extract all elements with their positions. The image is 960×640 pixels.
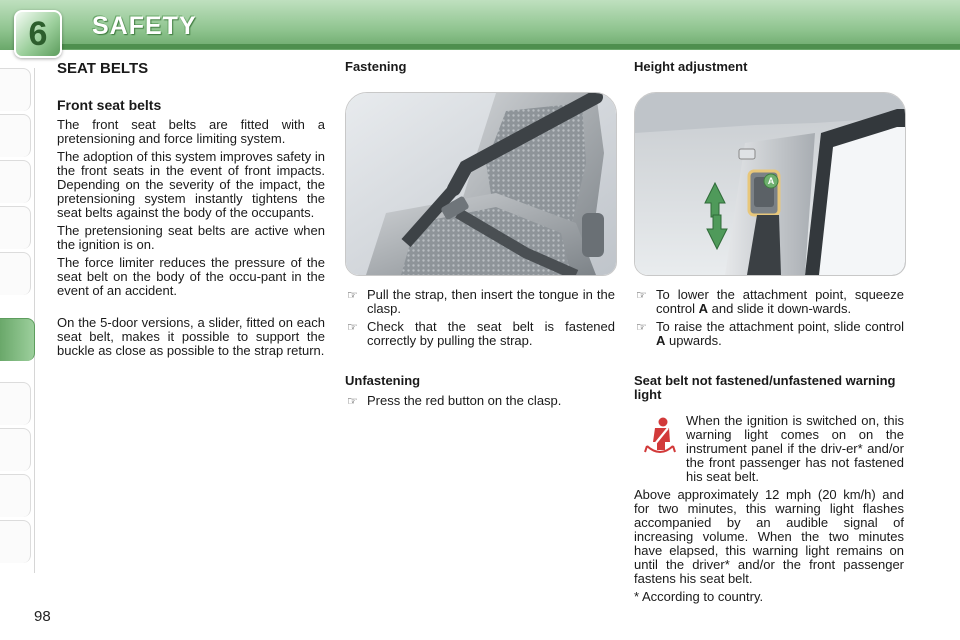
control-a-label: A [767,176,775,186]
chapter-title: SAFETY [92,12,197,40]
chapter-tab-2[interactable] [0,114,31,157]
warning-light-block [634,414,904,484]
warning-light-title: Seat belt not fastened/unfastened warning light [634,373,896,402]
chapter-tab-1[interactable] [0,68,31,111]
height-adjustment-illustration [634,92,906,276]
list-item: ☞ Press the red button on the clasp. [347,393,562,408]
seat-illustration-svg [346,93,616,275]
chapter-tab-10[interactable] [0,520,31,563]
seat-belt-warning-icon [643,416,677,456]
warning-light-text: When the ignition is switched on, this warning light comes on on the instrument panel if the driv-er* and/or the front passenger has not fastened his seat belt. [686,413,904,484]
column-height-adjustment [634,60,904,608]
unfastening-steps [345,394,615,408]
column-fastening [345,60,615,412]
column-seat-belts [57,60,325,362]
pointing-hand-icon: ☞ [636,288,647,302]
paragraph: On the 5-door versions, a slider, fitted on each seat belt, makes it possible to support the buckle as close as possible to the strap return. [57,315,325,358]
paragraph: The force limiter reduces the pressure of the seat belt on the body of the occu-pant in the event of an accident. [57,255,325,298]
pointing-hand-icon: ☞ [347,394,358,408]
chapter-tab-7[interactable] [0,382,31,425]
height-adjustment-steps [634,288,904,348]
chapter-tab-3[interactable] [0,160,31,203]
subsection-title: Front seat belts [57,97,162,113]
paragraph: The adoption of this system improves safety in the front seats in the event of front impacts. Depending on the severity of the impact, the pretensioning system instantly tightens the seat belts against the body of the occupants. [57,149,325,220]
chapter-tab-strip [0,68,35,573]
chapter-tab-9[interactable] [0,474,31,517]
paragraph: The pretensioning seat belts are active when the ignition is on. [57,223,325,252]
fastening-steps [345,288,615,348]
pointing-hand-icon: ☞ [347,288,358,302]
seat-belt-fastening-illustration [345,92,617,276]
chapter-tab-5[interactable] [0,252,31,295]
chapter-tab-4[interactable] [0,206,31,249]
chapter-tab-8[interactable] [0,428,31,471]
list-item: ☞ Check that the seat belt is fastened correctly by pulling the strap. [347,319,615,348]
unfastening-title: Unfastening [345,373,421,388]
list-item: ☞ Pull the strap, then insert the tongue in the clasp. [347,287,615,316]
pointing-hand-icon: ☞ [636,320,647,334]
paragraph: The front seat belts are fitted with a pretensioning and force limiting system. [57,117,325,146]
footnote: * According to country. [634,589,764,604]
paragraph: Above approximately 12 mph (20 km/h) and for two minutes, this warning light flashes accompanied by an audible signal of increasing volume. When the two minutes have elapsed, this warning light remains on until the driver* and/or the front passenger fastens his seat belt. [634,487,904,586]
pointing-hand-icon: ☞ [347,320,358,334]
page-number: 98 [34,608,51,625]
chapter-tab-6-active[interactable] [0,318,35,361]
pillar-illustration-svg [635,93,905,275]
list-item: ☞ To raise the attachment point, slide control A upwards. [636,319,904,348]
section-title: SEAT BELTS [57,60,149,77]
header-rule [56,44,960,49]
height-adjustment-title: Height adjustment [634,59,748,74]
list-item: ☞ To lower the attachment point, squeeze control A and slide it down-wards. [636,287,904,316]
fastening-title: Fastening [345,59,407,74]
chapter-number-badge: 6 [14,10,62,58]
